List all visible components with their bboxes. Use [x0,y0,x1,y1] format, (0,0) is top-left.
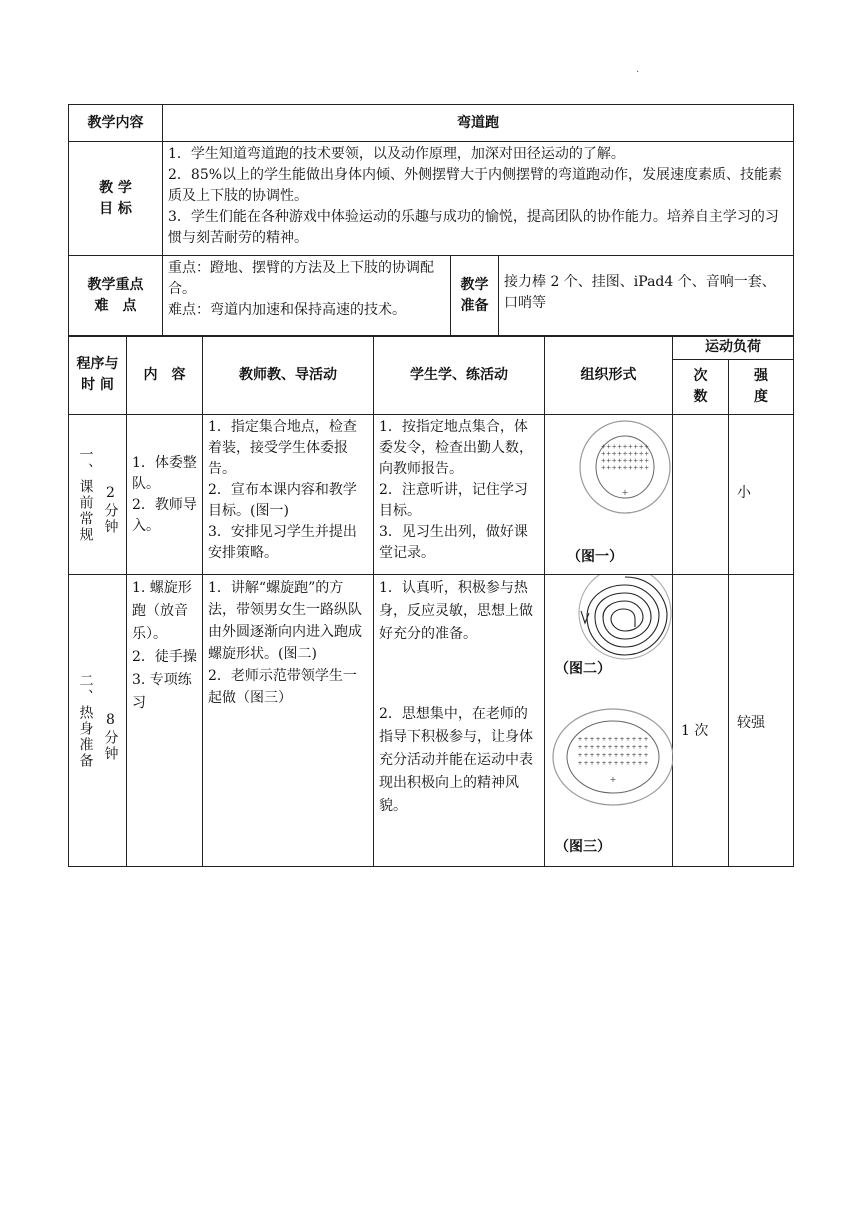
student-dot: + [638,457,644,465]
student-dot: + [577,752,583,759]
prep-value: 接力棒 2 个、挂图、iPad4 个、音响一套、口哨等 [499,256,794,337]
student-dot: + [600,450,606,458]
goals-list [163,142,794,256]
prep-label-line1: 教学 [460,277,489,293]
student-dot: + [644,464,650,472]
section2-procedure [69,575,127,867]
student-dot: + [637,736,643,743]
student-dot: + [601,760,607,767]
student-dot: + [595,744,601,751]
student-dot: + [633,443,639,451]
goal-item: 3．学生们能在各种游戏中体验运动的乐趣与成功的愉悦，提高团队的协作能力。培养自主学习的习惯与刻苦耐劳的精神。 [168,209,779,246]
student-dot: + [625,752,631,759]
col-procedure [69,336,127,415]
formation-diagram-1 [545,415,673,553]
student-dot: + [589,760,595,767]
student-dot: + [617,443,623,451]
content-label: 教学内容 [69,105,163,142]
student-dot: + [617,464,623,472]
student-dot: + [631,760,637,767]
section1-intensity: 小 [729,415,794,575]
content-value: 弯道跑 [163,105,794,142]
student-dot: + [595,752,601,759]
student-dot: + [589,752,595,759]
section1-procedure [69,415,127,575]
student-dot: + [644,443,650,451]
student-dot: + [607,752,613,759]
student-dot: + [606,464,612,472]
figure3-caption: （图三） [555,839,611,855]
section2-student-2: 2．思想集中，在老师的指导下积极参与，让身体充分活动并能在运动中表现出积极向上的精神风貌。 [379,706,533,814]
section2-organization [545,575,673,867]
student-dot: + [595,760,601,767]
procedure-table [68,335,794,867]
student-dot: + [606,450,612,458]
student-dots-1 [601,444,649,472]
student-dot: + [613,752,619,759]
student-dot: + [611,443,617,451]
section2-student-1: 1．认真听，积极参与热身，反应灵敏，思想上做好充分的准备。 [379,580,533,642]
section2-intensity: 较强 [729,575,794,867]
student-dot: + [577,760,583,767]
student-dot: + [638,450,644,458]
student-dot: + [638,464,644,472]
section1-organization [545,415,673,575]
student-dot: + [643,760,649,767]
student-dot: + [607,744,613,751]
goals-label-line1: 教 学 [99,179,132,196]
student-dot: + [606,457,612,465]
student-dot: + [617,457,623,465]
student-dot: + [611,450,617,458]
formation-diagrams-2-3 [545,575,673,865]
section2-time: 8分钟 [102,711,119,762]
col-procedure-line1: 程序与 [76,356,119,372]
student-dot: + [631,752,637,759]
student-dot: + [600,457,606,465]
section1-content: 1．体委整队。 2．教师导入。 [127,415,203,575]
goal-item: 2．85%以上的学生能做出身体内倾、外侧摆臂大于内侧摆臂的弯道跑动作，发展速度素质、技能素质及上下肢的协调性。 [168,167,783,204]
section1-teacher: 1．指定集合地点，检查着装，接受学生体委报告。 2．宣布本课内容和教学目标。(图一) 3．安排见习学生并提出安排策略。 [203,415,374,575]
student-dot: + [643,736,649,743]
student-dot: + [601,752,607,759]
prep-label-line2: 准备 [460,298,489,314]
student-dot: + [583,744,589,751]
student-dot: + [613,736,619,743]
student-dot: + [625,736,631,743]
key-label [69,256,163,337]
figure2-caption: （图二） [555,661,611,677]
key-label-line1: 教学重点 [87,277,144,293]
student-dot: + [600,443,606,451]
col-student: 学生学、练活动 [374,336,545,415]
student-dot: + [577,736,583,743]
col-intensity [729,360,794,415]
student-dot: + [622,457,628,465]
section2-content: 1. 螺旋形跑（放音乐）。 2．徒手操 3. 专项练习 [127,575,203,867]
student-dot: + [583,736,589,743]
lesson-header-table [68,104,794,337]
svg-text:+: + [621,488,629,497]
col-count-line2: 数 [693,389,708,405]
student-dot: + [633,457,639,465]
col-intensity-line1: 强 [754,368,768,384]
student-dot: + [601,736,607,743]
student-dot: + [627,443,633,451]
student-dot: + [631,744,637,751]
goals-label [69,142,163,256]
student-dot: + [622,443,628,451]
student-dots-3 [577,736,648,767]
col-count [673,360,729,415]
student-dot: + [631,736,637,743]
section1-student: 1．按指定地点集合，体委发令，检查出勤人数，向教师报告。 2．注意听讲，记住学习目标。 3．见习生出列，做好课堂记录。 [374,415,545,575]
key-point: 重点：蹬地、摆臂的方法及上下肢的协调配合。 [168,260,434,297]
student-dot: + [595,736,601,743]
student-dot: + [611,464,617,472]
section1-time: 2分钟 [102,484,119,535]
student-dot: + [619,760,625,767]
student-dot: + [607,760,613,767]
student-dot: + [625,744,631,751]
student-dot: + [644,450,650,458]
col-teacher: 教师教、导活动 [203,336,374,415]
student-dot: + [611,457,617,465]
student-dot: + [601,744,607,751]
key-label-line2: 难 点 [94,298,137,314]
header-dot: . [636,64,640,75]
student-dot: + [583,752,589,759]
section1-title: 一、课前常规 [77,446,94,543]
student-dot: + [643,752,649,759]
col-procedure-line2: 时 间 [81,377,114,393]
col-intensity-line2: 度 [754,389,768,405]
section2-teacher: 1．讲解“螺旋跑”的方法，带领男女生一路纵队由外圆逐渐向内进入跑成螺旋形状。(图二) 2．老师示范带领学生一起做（图三） [203,575,374,867]
student-dot: + [619,736,625,743]
student-dot: + [637,760,643,767]
col-count-line1: 次 [693,368,708,384]
student-dot: + [638,443,644,451]
student-dot: + [617,450,623,458]
student-dot: + [622,464,628,472]
col-load: 运动负荷 [673,336,794,360]
col-organization: 组织形式 [545,336,673,415]
student-dot: + [644,457,650,465]
student-dot: + [619,752,625,759]
goals-label-line2: 目 标 [99,200,132,217]
student-dot: + [627,450,633,458]
prep-label [451,256,499,337]
student-dot: + [606,443,612,451]
student-dot: + [627,457,633,465]
difficulty-point: 难点：弯道内加速和保持高速的技术。 [168,302,406,318]
student-dot: + [577,744,583,751]
student-dot: + [637,752,643,759]
student-dot: + [589,736,595,743]
student-dot: + [600,464,606,472]
section2-student [374,575,545,867]
student-dot: + [633,464,639,472]
key-points [163,256,451,337]
student-dot: + [633,450,639,458]
figure1-caption: （图一） [567,549,623,565]
student-dot: + [583,760,589,767]
section2-count: 1 次 [673,575,729,867]
student-dot: + [613,744,619,751]
svg-text:+: + [609,775,617,784]
student-dot: + [619,744,625,751]
student-dot: + [643,744,649,751]
student-dot: + [589,744,595,751]
section2-title: 二、热身准备 [77,672,94,769]
spiral-diagram [579,575,671,659]
student-dot: + [637,744,643,751]
student-dot: + [622,450,628,458]
student-dot: + [607,736,613,743]
col-content: 内 容 [127,336,203,415]
student-dot: + [625,760,631,767]
student-dot: + [627,464,633,472]
goal-item: 1．学生知道弯道跑的技术要领，以及动作原理，加深对田径运动的了解。 [168,146,625,162]
student-dot: + [613,760,619,767]
